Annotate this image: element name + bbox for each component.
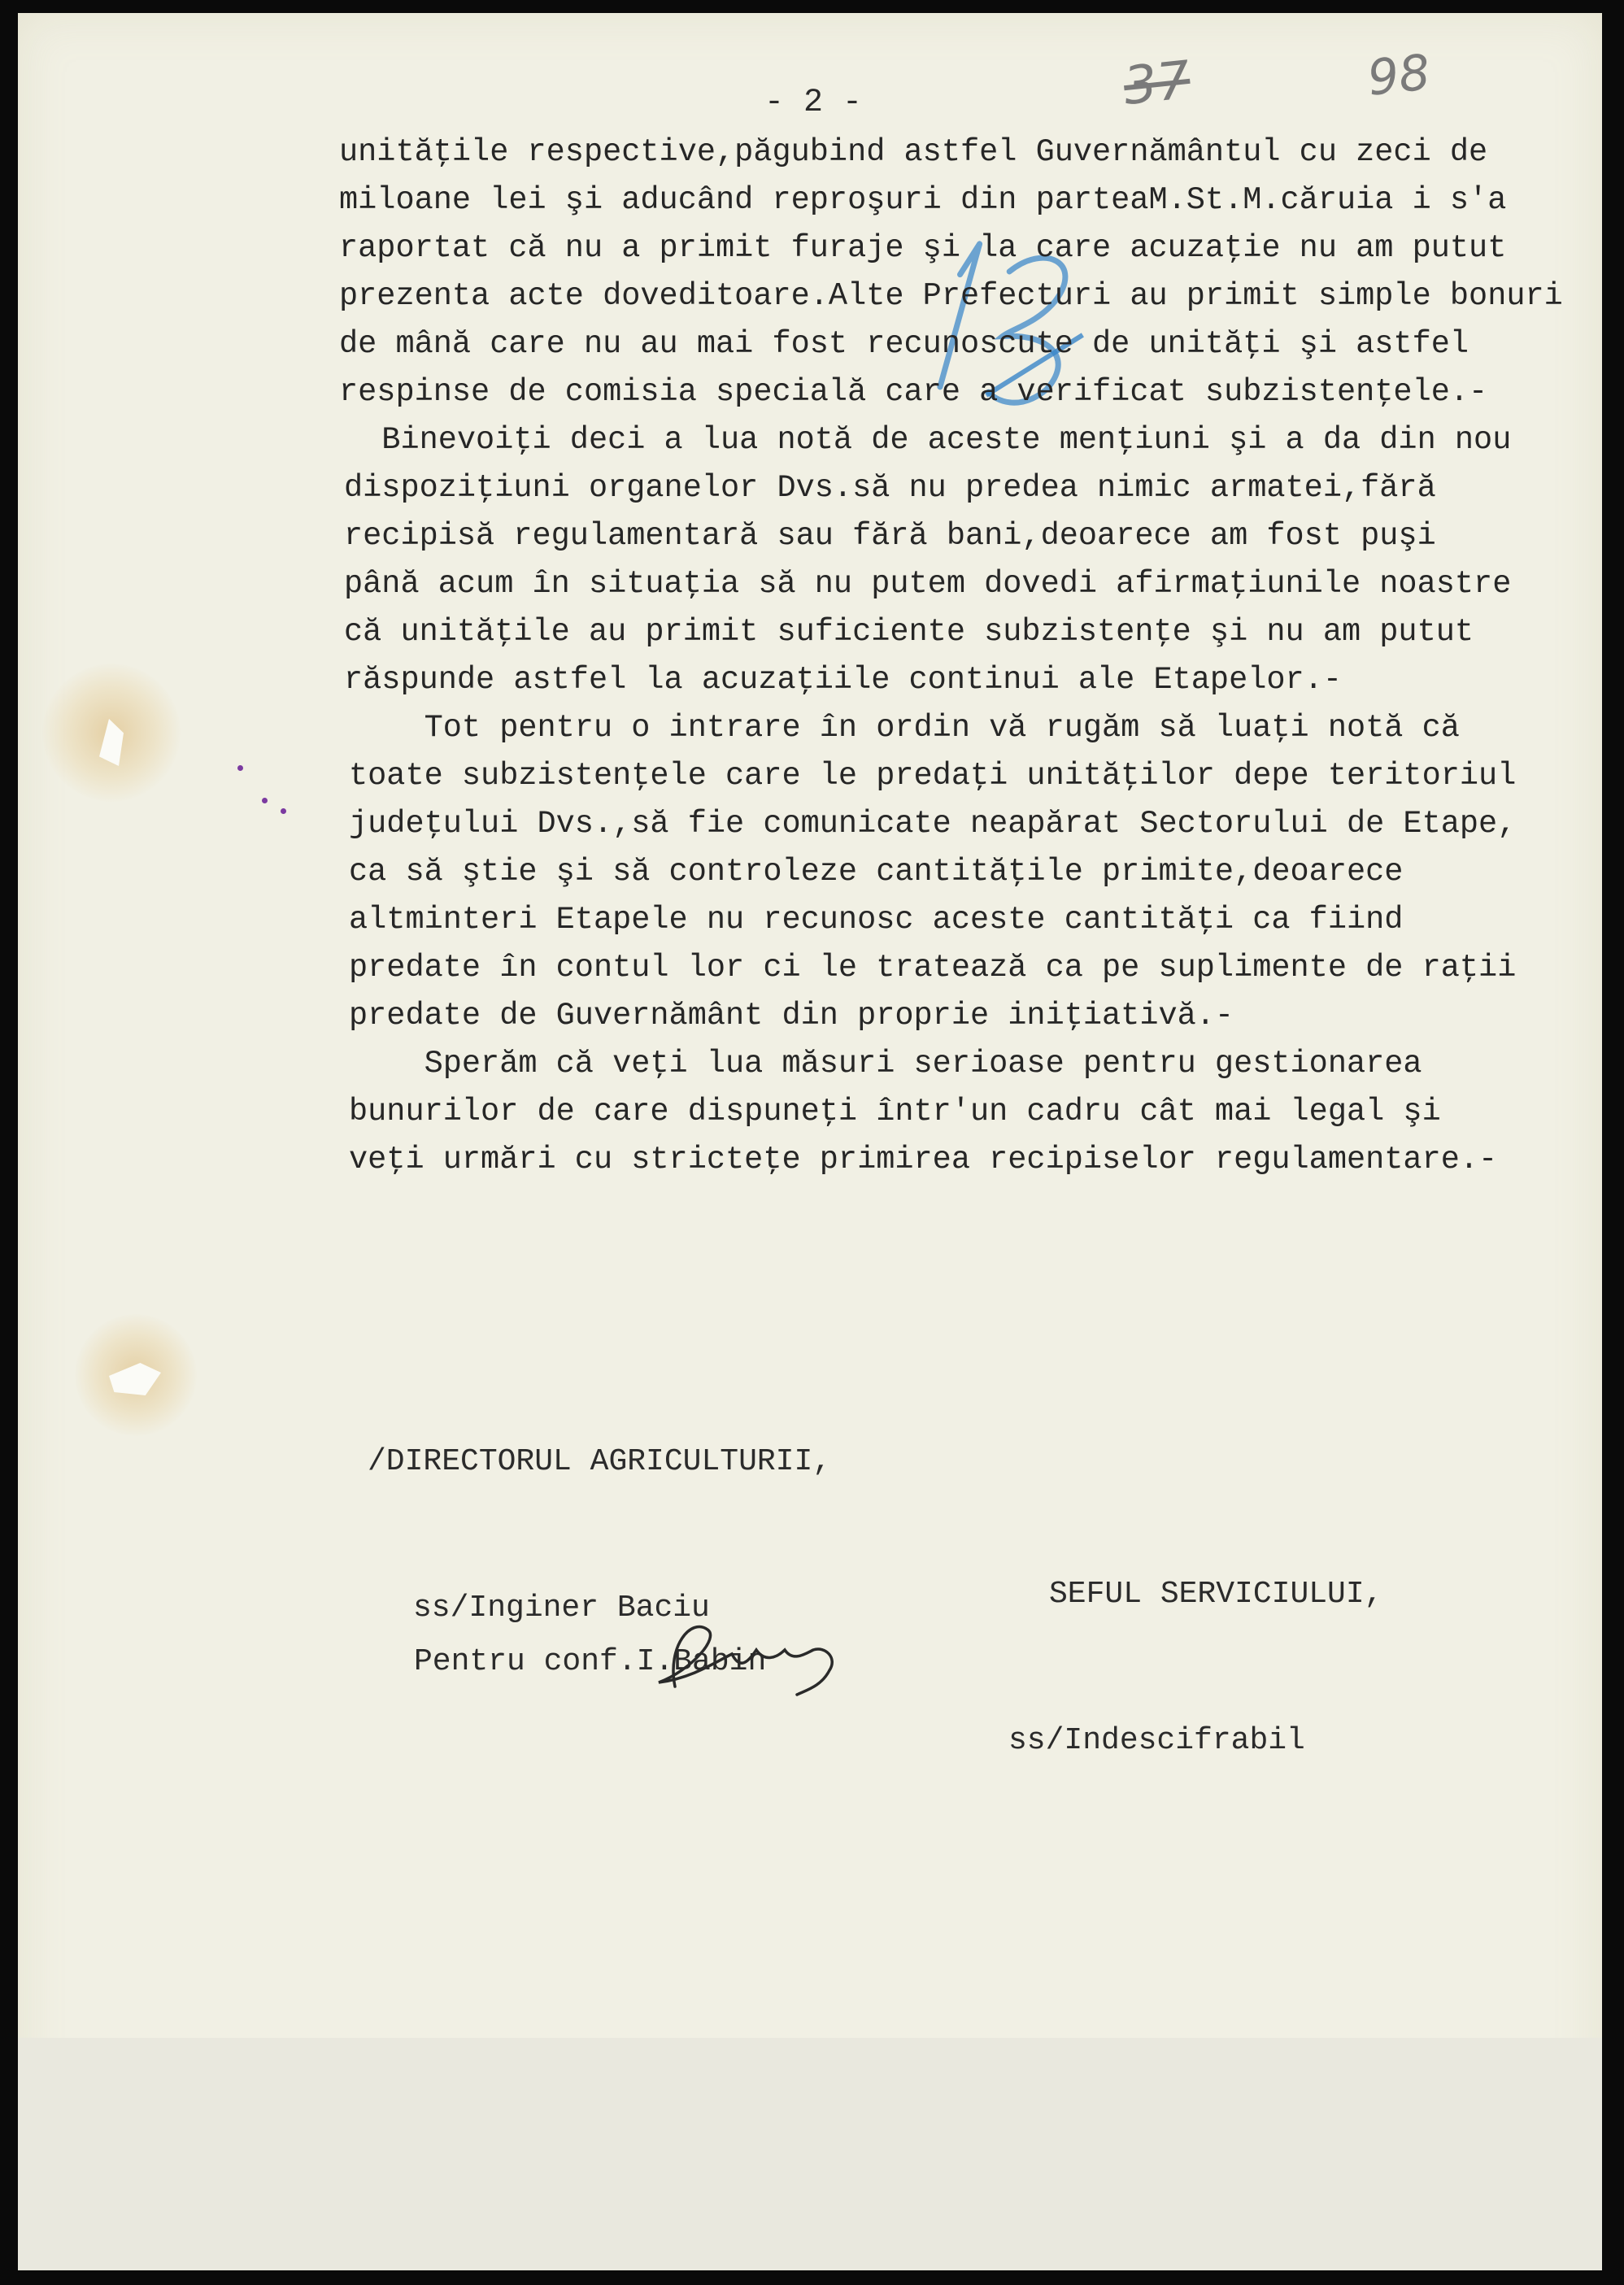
body-line: prezenta acte doveditoare.Alte Prefecturi au primit simple bonuri (339, 278, 1563, 314)
chief-title: SEFUL SERVICIULUI, (1049, 1577, 1383, 1612)
paper-fold-band (18, 2038, 1602, 2270)
handwritten-signature (642, 1613, 854, 1707)
body-line: dispoziţiuni organelor Dvs.să nu predea nimic armatei,fără (344, 470, 1436, 506)
body-line: miloane lei şi aducând reproşuri din parteaM.St.M.căruia i s'a (339, 182, 1507, 218)
body-line: judeţului Dvs.,să fie comunicate neapărat Sectorului de Etape, (349, 806, 1517, 842)
body-line: ca să ştie şi să controleze cantităţile primite,deoarece (349, 854, 1404, 890)
ink-dot (281, 808, 286, 814)
body-line: raportat că nu a primit furaje şi la care acuzaţie nu am putut (339, 230, 1507, 266)
body-line: Tot pentru o intrare în ordin vă rugăm să luaţi notă că (349, 710, 1460, 746)
body-line: respinse de comisia specială care a verificat subzistenţele.- (339, 374, 1488, 410)
chief-signature-block (1008, 1473, 1382, 1863)
body-line: unităţile respective,păgubind astfel Guvernământul cu zeci de (339, 134, 1488, 170)
director-title: /DIRECTORUL AGRICULTURII, (368, 1444, 832, 1479)
ink-dot (262, 798, 268, 803)
body-line: altminteri Etapele nu recunosc aceste cantităţi ca fiind (349, 902, 1404, 938)
body-line: până acum în situaţia să nu putem dovedi afirmaţiunile noastre (344, 566, 1512, 602)
body-line: Sperăm că veţi lua măsuri serioase pentru gestionarea (349, 1046, 1422, 1082)
page-number: - 2 - (764, 85, 863, 121)
body-line: predate de Guvernământ din proprie iniţiativă.- (349, 998, 1234, 1034)
body-line: Binevoiţi deci a lua notă de aceste menţiuni şi a da din nou (344, 422, 1512, 458)
ink-dot (237, 765, 243, 771)
director-name: ss/Inginer Baciu (413, 1591, 710, 1626)
handwritten-signature-drawing (642, 1613, 854, 1703)
body-line: veţi urmări cu stricteţe primirea recipiselor regulamentare.- (349, 1142, 1498, 1177)
archive-folio-crossed: 37 (1121, 50, 1194, 118)
body-line: predate în contul lor ci le tratează ca pe suplimente de raţii (349, 950, 1517, 986)
body-line: de mână care nu au mai fost recunoscute de unităţi şi astfel (339, 326, 1469, 362)
archive-folio-number: 98 (1365, 44, 1433, 107)
chief-name: ss/Indescifrabil (1008, 1723, 1305, 1758)
body-line: bunurilor de care dispuneţi într'un cadru cât mai legal şi (349, 1094, 1441, 1129)
body-line: că unităţile au primit suficiente subzistenţe şi nu am putut (344, 614, 1474, 650)
body-line: răspunde astfel la acuzaţiile continui ale Etapelor.- (344, 662, 1342, 698)
letter-body (339, 128, 1591, 1184)
body-line: toate subzistenţele care le predaţi unităţilor depe teritoriul (349, 758, 1517, 794)
conformity-line: Pentru conf.I.Babin (414, 1644, 767, 1679)
document-page (18, 13, 1602, 2270)
body-line: recipisă regulamentară sau fără bani,deoarece am fost puşi (344, 518, 1436, 554)
